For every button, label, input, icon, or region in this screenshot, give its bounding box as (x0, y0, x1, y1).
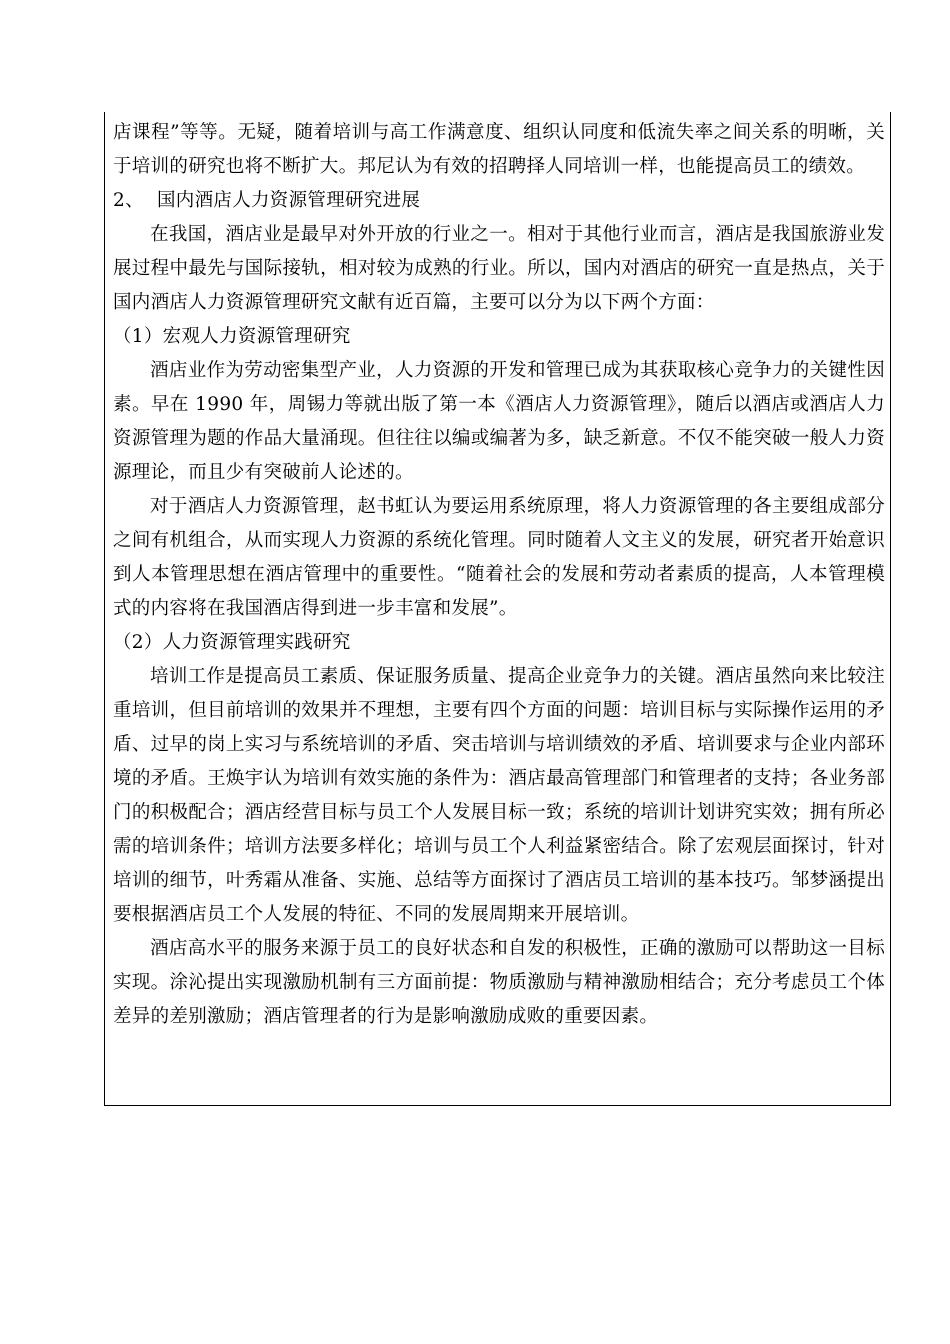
paragraph-incentive: 酒店高水平的服务来源于员工的良好状态和自发的积极性，正确的激励可以帮助这一目标实现。涂沁提出实现激励机制有三方面前提：物质激励与精神激励相结合；充分考虑员工个体差异的差别激励；酒店管理者的行为是影响激励成败的重要因素。 (113, 938, 885, 1027)
paragraph-system-management: 对于酒店人力资源管理，赵书虹认为要运用系统原理，将人力资源管理的各主要组成部分之间有机组合，从而实现人力资源的系统化管理。同时随着人文主义的发展，研究者开始意识到人本管理思想在酒店管理中的重要性。“随着社会的发展和劳动者素质的提高，人本管理模式的内容将在我国酒店得到进一步丰富和发展”。 (113, 496, 885, 619)
paragraph-domestic-overview: 在我国，酒店业是最早对外开放的行业之一。相对于其他行业而言，酒店是我国旅游业发展过程中最先与国际接轨，相对较为成熟的行业。所以，国内对酒店的研究一直是热点，关于国内酒店人力资源管理研究文献有近百篇，主要可以分为以下两个方面： (113, 224, 885, 313)
paragraph-training-practice: 培训工作是提高员工素质、保证服务质量、提高企业竞争力的关键。酒店虽然向来比较注重培训，但目前培训的效果并不理想，主要有四个方面的问题：培训目标与实际操作运用的矛盾、过早的岗上实习与系统培训的矛盾、突击培训与培训绩效的矛盾、培训要求与企业内部环境的矛盾。王焕宇认为培训有效实施的条件为：酒店最高管理部门和管理者的支持；各业务部门的积极配合；酒店经营目标与员工个人发展目标一致；系统的培训计划讲究实效；拥有所必需的培训条件；培训方法要多样化；培训与员工个人利益紧密结合。除了宏观层面探讨，针对培训的细节，叶秀霜从准备、实施、总结等方面探讨了酒店员工培训的基本技巧。邹梦涵提出要根据酒店员工个人发展的特征、不同的发展周期来开展培训。 (113, 666, 885, 925)
section-title: 国内酒店人力资源管理研究进展 (157, 190, 421, 211)
document-body (113, 116, 885, 1034)
paragraph-training-research: 店课程”等等。无疑，随着培训与高工作满意度、组织认同度和低流失率之间关系的明晰，关于培训的研究也将不断扩大。邦尼认为有效的招聘择人同培训一样，也能提高员工的绩效。 (113, 122, 885, 177)
paragraph-macro-hr: 酒店业作为劳动密集型产业，人力资源的开发和管理已成为其获取核心竞争力的关键性因素。早在 1990 年，周锡力等就出版了第一本《酒店人力资源管理》，随后以酒店或酒店人力资源管理为题的作品大量涌现。但往往以编或编著为多，缺乏新意。不仅不能突破一般人力资源理论，而且少有突破前人论述的。 (113, 360, 885, 483)
subsection-heading-macro-hr: （1）宏观人力资源管理研究 (113, 326, 351, 347)
section-number: 2、 (113, 190, 144, 211)
subsection-heading-hr-practice: （2）人力资源管理实践研究 (113, 632, 351, 653)
section-heading-domestic-hr (113, 184, 885, 218)
